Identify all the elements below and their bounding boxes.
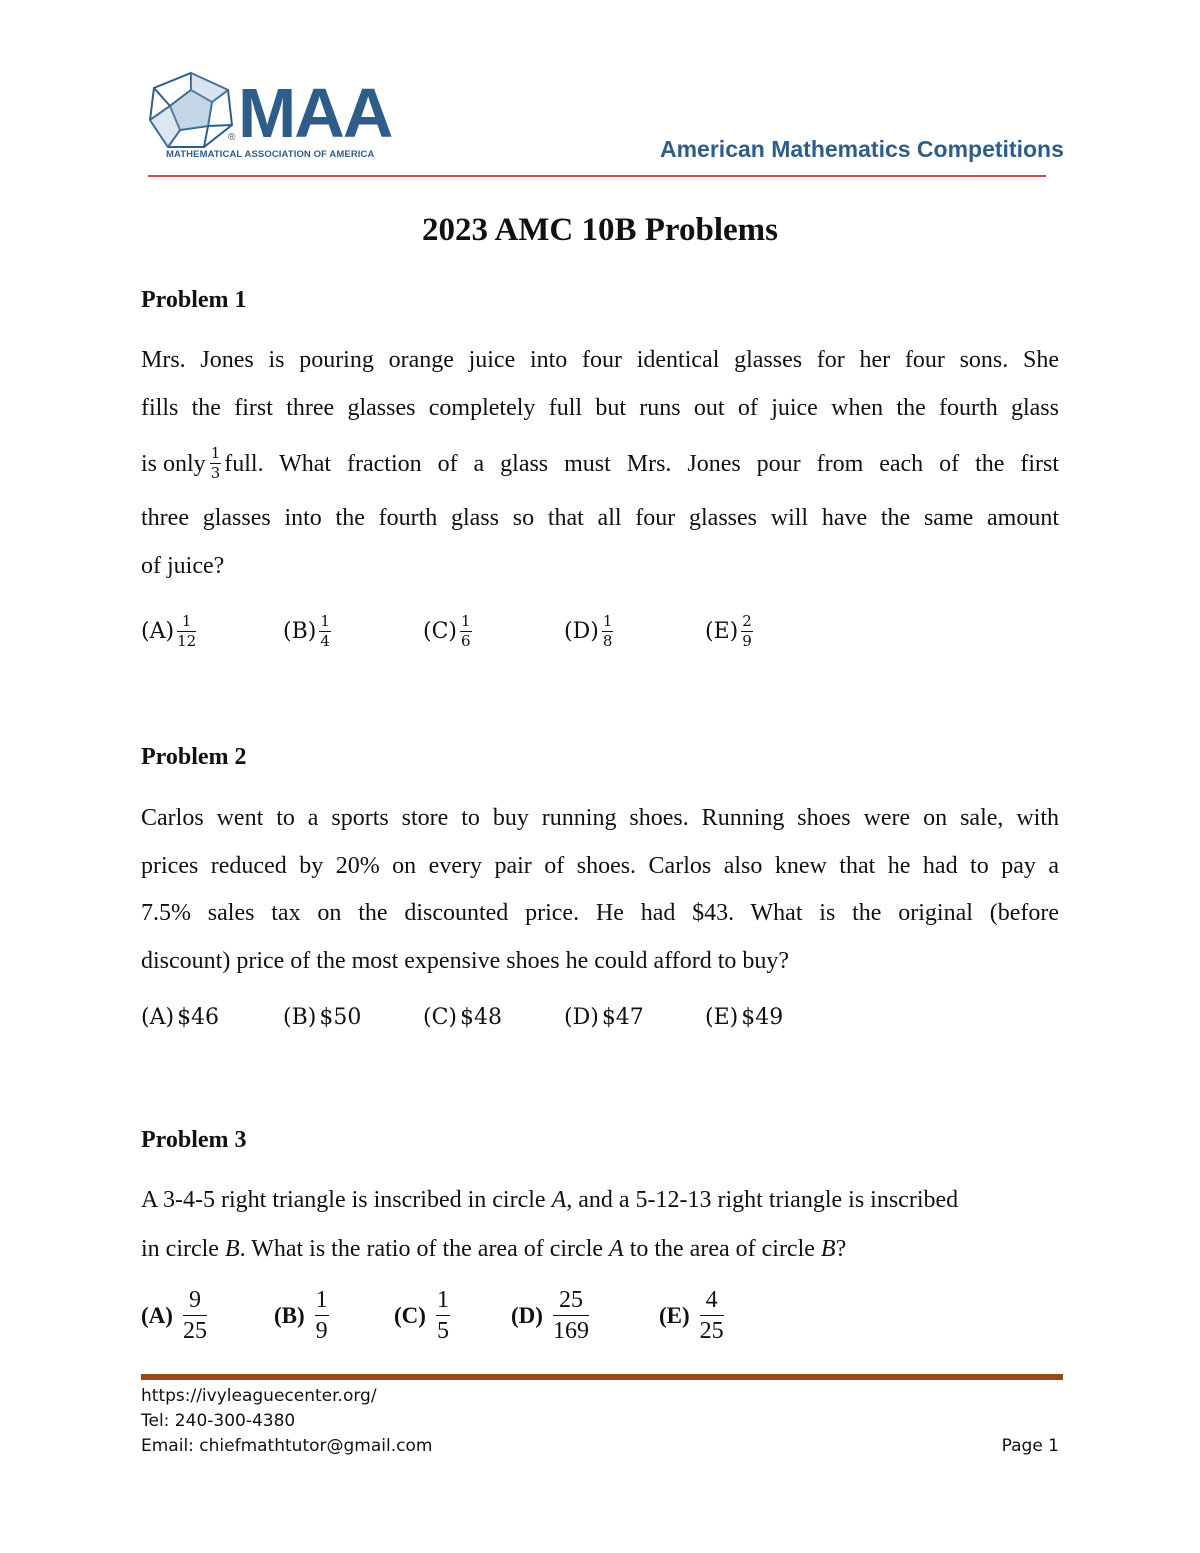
footer-rule bbox=[141, 1374, 1063, 1380]
math-variable: A bbox=[609, 1236, 624, 1262]
text-run: . What is the ratio of the area of circle bbox=[239, 1236, 610, 1262]
choice-label: (D) bbox=[564, 618, 599, 644]
problem-3-heading: Problem 3 bbox=[141, 1127, 247, 1153]
choice-label: (D) bbox=[511, 1302, 543, 1328]
fraction bbox=[460, 614, 472, 649]
fraction bbox=[315, 1288, 329, 1343]
choice-label: (C) bbox=[394, 1302, 426, 1328]
fraction bbox=[436, 1288, 450, 1343]
fraction-denominator: 25 bbox=[699, 1318, 724, 1344]
fraction-denominator: 9 bbox=[742, 632, 752, 650]
fraction bbox=[553, 1288, 589, 1343]
fraction-denominator: 9 bbox=[315, 1318, 328, 1344]
choice-label: (B) bbox=[283, 1005, 317, 1030]
fraction-denominator: 4 bbox=[320, 632, 330, 650]
problem-1-heading: Problem 1 bbox=[141, 287, 247, 313]
answer-choice bbox=[141, 1003, 219, 1033]
text-run bbox=[141, 1185, 958, 1215]
fraction-denominator: 3 bbox=[210, 464, 221, 482]
choice-label: (A) bbox=[141, 1005, 175, 1030]
fraction-numerator: 2 bbox=[742, 612, 752, 630]
answer-choice bbox=[564, 1003, 644, 1033]
math-variable: A bbox=[551, 1187, 567, 1213]
footer-url-link[interactable]: https://ivyleaguecenter.org/ bbox=[141, 1386, 377, 1406]
fraction-denominator: 8 bbox=[602, 632, 613, 650]
fraction-numerator: 4 bbox=[700, 1288, 724, 1316]
fraction-numerator: 1 bbox=[436, 1288, 450, 1316]
problem-1-line: of juice? bbox=[141, 553, 225, 579]
answer-choice bbox=[705, 614, 753, 649]
problem-1-line: fills the first three glasses completely full but runs out of juice when the fourth glass bbox=[141, 395, 1059, 421]
problem-2-line: Carlos went to a sports store to buy running shoes. Running shoes were on sale, with bbox=[141, 805, 1059, 831]
choice-label: (A) bbox=[141, 618, 175, 644]
math-variable: B bbox=[224, 1236, 240, 1262]
fraction bbox=[177, 614, 196, 649]
math-variable: B bbox=[820, 1236, 836, 1262]
fraction-denominator: 6 bbox=[461, 632, 471, 650]
answer-choice bbox=[394, 1288, 450, 1343]
fraction bbox=[183, 1288, 207, 1343]
fraction-numerator: 1 bbox=[320, 612, 330, 630]
problem-3-line bbox=[141, 1185, 1059, 1215]
choice-value: $50 bbox=[319, 1005, 362, 1030]
choice-label: (B) bbox=[274, 1302, 305, 1328]
header-rule bbox=[148, 175, 1046, 177]
problem-2-line: discount) price of the most expensive shoes he could afford to buy? bbox=[141, 948, 790, 974]
answer-choice bbox=[659, 1288, 724, 1343]
maa-logo bbox=[146, 70, 392, 164]
choice-label: (D) bbox=[564, 1005, 599, 1030]
answer-choice bbox=[283, 1003, 361, 1033]
page-number: Page 1 bbox=[1001, 1436, 1059, 1456]
answer-choice bbox=[141, 1288, 207, 1343]
logo-subtitle: MATHEMATICAL ASSOCIATION OF AMERICA bbox=[166, 149, 375, 160]
answer-choice bbox=[283, 614, 331, 649]
answer-choice bbox=[141, 614, 196, 649]
problem-1-line: three glasses into the fourth glass so that all four glasses will have the same amount bbox=[141, 505, 1059, 531]
choice-value: $46 bbox=[177, 1005, 220, 1030]
fraction-numerator: 1 bbox=[602, 612, 613, 630]
registered-mark: ® bbox=[228, 132, 236, 143]
fraction bbox=[741, 614, 753, 649]
fraction-numerator: 1 bbox=[315, 1288, 329, 1316]
fraction-numerator: 1 bbox=[210, 444, 221, 462]
problem-1-line: Mrs. Jones is pouring orange juice into four identical glasses for her four sons. She bbox=[141, 347, 1059, 373]
text-run: in circle bbox=[141, 1236, 225, 1262]
answer-choice bbox=[423, 1003, 502, 1033]
footer-phone: Tel: 240-300-4380 bbox=[141, 1411, 296, 1431]
text-run: , and a 5-12-13 right triangle is inscribed bbox=[566, 1187, 959, 1213]
page-title: 2023 AMC 10B Problems bbox=[422, 212, 778, 248]
text-run: full. What fraction of a glass must Mrs. Jones pour from each of the first bbox=[224, 450, 1059, 477]
fraction bbox=[700, 1288, 724, 1343]
problem-1-line bbox=[141, 446, 1059, 481]
problem-2-heading: Problem 2 bbox=[141, 744, 247, 770]
fraction-denominator: 25 bbox=[182, 1318, 207, 1344]
choice-label: (C) bbox=[423, 618, 457, 644]
answer-choice bbox=[511, 1288, 589, 1343]
choice-label: (C) bbox=[423, 1005, 457, 1030]
header-right-title: American Mathematics Competitions bbox=[660, 136, 1064, 162]
fraction bbox=[319, 614, 331, 649]
dodecahedron-icon bbox=[146, 70, 236, 150]
answer-choice bbox=[274, 1288, 329, 1343]
fraction-numerator: 9 bbox=[183, 1288, 207, 1316]
fraction bbox=[602, 614, 614, 649]
choice-value: $48 bbox=[460, 1005, 502, 1030]
choice-label: (E) bbox=[705, 1005, 739, 1030]
choice-value: $49 bbox=[741, 1005, 784, 1030]
fraction-numerator: 1 bbox=[177, 614, 196, 632]
text-run: to the area of circle bbox=[623, 1236, 821, 1262]
problem-2-line: 7.5% sales tax on the discounted price. He had $43. What is the original (before bbox=[141, 900, 1059, 926]
answer-choice bbox=[564, 614, 613, 649]
choice-label: (E) bbox=[705, 618, 739, 644]
fraction-numerator: 25 bbox=[553, 1288, 589, 1316]
text-run: is only bbox=[141, 450, 206, 477]
answer-choice bbox=[423, 614, 472, 649]
fraction-numerator: 1 bbox=[461, 612, 471, 630]
fraction-denominator: 12 bbox=[177, 632, 197, 650]
footer-email[interactable]: Email: chiefmathtutor@gmail.com bbox=[141, 1436, 433, 1456]
choice-label: (B) bbox=[283, 618, 317, 644]
choice-value: $47 bbox=[601, 1005, 644, 1030]
problem-2-line: prices reduced by 20% on every pair of shoes. Carlos also knew that he had to pay a bbox=[141, 853, 1059, 879]
logo-wordmark: MAA bbox=[238, 74, 392, 152]
choice-label: (E) bbox=[659, 1302, 690, 1328]
fraction-denominator: 169 bbox=[552, 1318, 589, 1344]
answer-choice bbox=[705, 1003, 783, 1033]
fraction-denominator: 5 bbox=[436, 1318, 449, 1344]
text-run: A 3-4-5 right triangle is inscribed in circle bbox=[141, 1187, 552, 1213]
text-run: ? bbox=[835, 1236, 847, 1262]
fraction bbox=[210, 446, 222, 481]
problem-3-line bbox=[141, 1234, 1059, 1264]
choice-label: (A) bbox=[141, 1302, 173, 1328]
